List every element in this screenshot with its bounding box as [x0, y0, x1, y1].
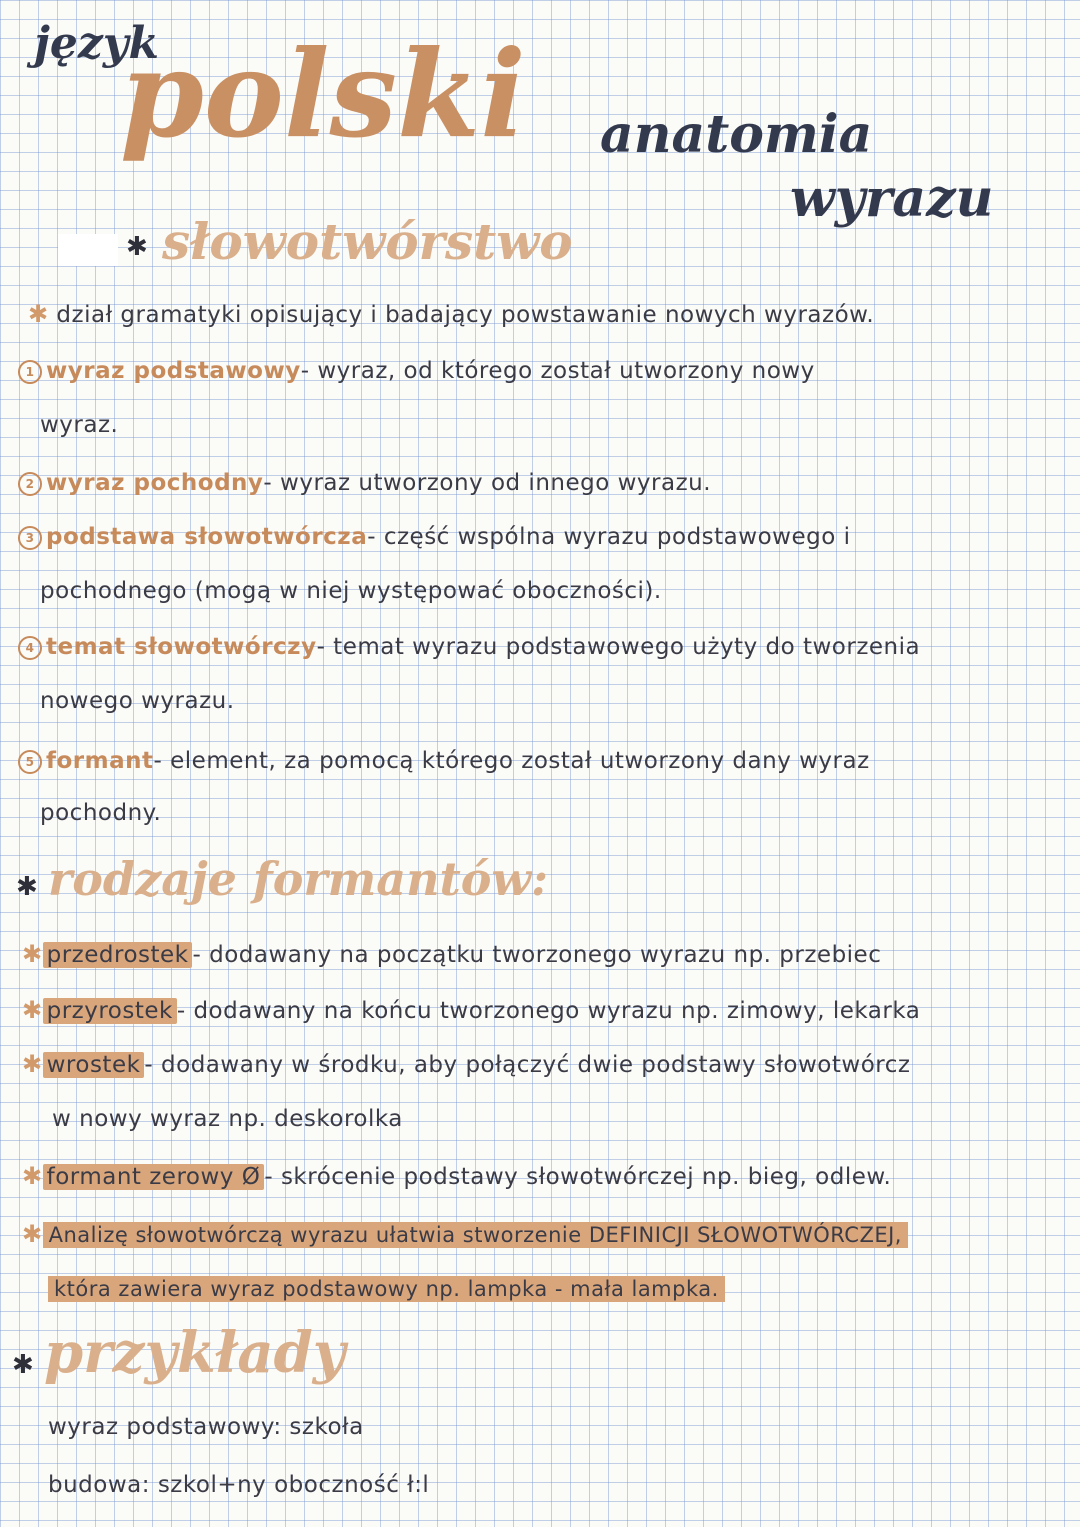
number-badge: 4: [18, 636, 42, 660]
item-continuation: pochodny.: [40, 800, 162, 826]
list-item: [18, 470, 711, 496]
item-text: - temat wyrazu podstawowego użyty do tworzenia: [316, 634, 921, 660]
star-icon: ✱: [16, 872, 38, 902]
number-badge: 3: [18, 526, 42, 550]
title-small: język: [34, 18, 159, 69]
definition-text: dział gramatyki opisujący i badający powstawanie nowych wyrazów.: [56, 302, 875, 328]
star-icon: ✱: [22, 1162, 43, 1190]
list-item: [22, 1162, 891, 1190]
item-continuation: nowego wyrazu.: [40, 688, 235, 714]
section2-heading: rodzaje formantów:: [48, 852, 549, 906]
list-item: [18, 524, 851, 550]
term-label: wyraz podstawowy: [46, 358, 301, 384]
item-text: - dodawany na końcu tworzonego wyrazu np. zimowy, lekarka: [176, 998, 921, 1024]
item-continuation: wyraz.: [40, 412, 119, 438]
subtitle-line2: wyrazu: [790, 168, 994, 229]
note-text: Analizę słowotwórczą wyrazu ułatwia stworzenie DEFINICJI SŁOWOTWÓRCZEJ,: [43, 1222, 908, 1248]
item-text: - element, za pomocą którego został utworzony dany wyraz: [153, 748, 870, 774]
term-label: podstawa słowotwórcza: [46, 524, 368, 550]
blank-patch: [58, 234, 118, 266]
number-badge: 5: [18, 750, 42, 774]
item-text: - skrócenie podstawy słowotwórczej np. bieg, odlew.: [264, 1164, 892, 1190]
star-icon: ✱: [22, 1220, 43, 1248]
term-label: formant zerowy Ø: [43, 1164, 265, 1190]
term-label: temat słowotwórczy: [46, 634, 317, 660]
list-item: [18, 634, 920, 660]
term-label: przedrostek: [43, 942, 193, 968]
item-text: - dodawany na początku tworzonego wyrazu np. przebiec: [192, 942, 882, 968]
example-line: budowa: szkol+ny oboczność ł:l: [48, 1472, 430, 1498]
star-icon: ✱: [12, 1350, 34, 1380]
definition-line: [28, 300, 874, 328]
subtitle-line1: anatomia: [600, 104, 873, 165]
list-item: [22, 940, 881, 968]
star-icon: ✱: [22, 940, 43, 968]
term-label: formant: [46, 748, 154, 774]
item-text: - wyraz, od którego został utworzony nowy: [300, 358, 815, 384]
item-text: - dodawany w środku, aby połączyć dwie podstawy słowotwórcz: [144, 1052, 911, 1078]
section3-heading: przykłady: [44, 1320, 346, 1386]
star-icon: ✱: [22, 1050, 43, 1078]
list-item: [18, 358, 815, 384]
item-text: - część wspólna wyrazu podstawowego i: [367, 524, 851, 550]
item-continuation: pochodnego (mogą w niej występować oboczności).: [40, 578, 662, 604]
note-text: która zawiera wyraz podstawowy np. lampka - mała lampka.: [48, 1276, 725, 1302]
star-icon: ✱: [28, 300, 49, 328]
note-line: [22, 1220, 908, 1248]
item-text: - wyraz utworzony od innego wyrazu.: [263, 470, 712, 496]
term-label: przyrostek: [43, 998, 177, 1024]
list-item: [22, 996, 920, 1024]
list-item: [22, 1050, 910, 1078]
section1-heading: słowotwórstwo: [162, 212, 573, 271]
item-continuation: w nowy wyraz np. deskorolka: [52, 1106, 403, 1132]
title-big: polski: [120, 24, 526, 165]
number-badge: 2: [18, 472, 42, 496]
list-item: [18, 748, 870, 774]
star-icon: ✱: [22, 996, 43, 1024]
example-line: wyraz podstawowy: szkoła: [48, 1414, 364, 1440]
term-label: wrostek: [43, 1052, 145, 1078]
number-badge: 1: [18, 360, 42, 384]
star-icon: ✱: [126, 232, 148, 262]
note-line: [48, 1276, 725, 1302]
term-label: wyraz pochodny: [46, 470, 264, 496]
